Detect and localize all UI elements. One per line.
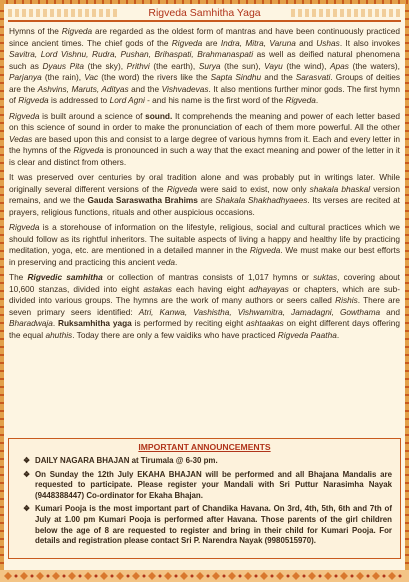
decorative-border-top <box>0 0 409 4</box>
paragraph-1: Hymns of the Rigveda are regarded as the oldest form of mantras and have been continuously practiced since ancient times. The chief gods of the Rigveda are Indra, Mitra, Varuna and Ushas. It also invokes Savitra, Lord Vishnu, Rudra, Pushan, Brihaspati, Brahmanaspati as well as deified natural phenomena such as Dyaus Pita (the sky), Prithvi (the earth), Surya (the sun), Vayu (the wind), Apas (the waters), Parjanya (the rain), Vac (the word) the rivers like the Sapta Sindhu and the Sarasvati. Groups of deities are the Ashvins, Maruts, Adityas and the Vishvadevas. It also mentions further minor gods. The first hymn of Rigveda is addressed to Lord Agni - and his name is the first word of the Rigveda. <box>9 26 400 105</box>
announcements-title: IMPORTANT ANNOUNCEMENTS <box>138 442 271 452</box>
announcement-text: Kumari Pooja is the most important part of Chandika Havana. On 3rd, 4th, 5th, 6th and 7th of July at 1.00 pm Kumari Pooja is performed after Havana. Those parents of the girl children below the age of 8 are requested to register and bring in their child for Kumari Pooja. For details and registration please contact Sri P. Narendra Nayak (9980515970). <box>35 504 392 546</box>
decorative-border-right <box>405 4 409 570</box>
announcement-item <box>23 504 392 546</box>
header-band <box>8 6 401 22</box>
announcement-item <box>23 470 392 502</box>
announcement-text: DAILY NAGARA BHAJAN at Tirumala @ 6-30 pm. <box>35 456 218 465</box>
header-ornament-left <box>8 9 118 17</box>
diamond-bullet-icon: ❖ <box>23 456 31 465</box>
header-ornament-right <box>291 9 401 17</box>
paragraph-3: It was preserved over centuries by oral tradition alone and was probably put in writings later. While originally several different versions of the Rigveda were said to exist, now only shakala bhaskal version remains, and we the Gauda Saraswatha Brahims are Shakala Shakhadhyaees. Its verses are recited at prayers, religious functions, rituals and other auspicious occasions. <box>9 172 400 217</box>
article-body <box>9 26 400 345</box>
announcement-text: On Sunday the 12th July EKAHA BHAJAN will be performed and all Bhajana Mandalis are requested to participate. Please register your Mandali with Sri Puttur Narasimha Nayak (9448388447) Co-ordinator for Ekaha Bhajan. <box>35 469 392 500</box>
announcements-box <box>8 438 401 559</box>
ornament-strip <box>0 570 409 582</box>
announcements-list <box>9 453 400 547</box>
announcement-item <box>23 456 392 467</box>
paragraph-2: Rigveda is built around a science of sound. It comprehends the meaning and power of each letter based on this science of sound in order to make the pronunciation of each of them more powerful. All the other Vedas are based upon this and consist to a large degree of various hymns from it. Each and every letter in the hymns of the Rigveda is pronounced in such a way that the exact meaning and power of the letter in it is clear and distinct from others. <box>9 110 400 167</box>
diamond-bullet-icon: ❖ <box>23 469 31 479</box>
decorative-border-left <box>0 4 4 570</box>
paragraph-5: The Rigvedic samhitha or collection of mantras consists of 1,017 hymns or suktas, covering about 10,600 stanzas, divided into eight astakas each having eight adhayayas or chapters, which are sub-divided into various groups. The hymns are the work of many authors or seers called Rishis. There are seven primary seers identified: Atri, Kanwa, Vashistha, Vishwamitra, Jamadagni, Gowthama and Bharadwaja. Ruksamhitha yaga is performed by reciting eight ashtaakas on eight different days offering the equal ahuthis. Today there are only a few vaidiks who have practiced Rigveda Paatha. <box>9 272 401 340</box>
page-title: Rigveda Samhitha Yaga <box>148 7 261 19</box>
diamond-bullet-icon: ❖ <box>23 504 31 514</box>
paragraph-4: Rigveda is a storehouse of information on the lifestyle, religious, social and cultural practices which we should follow as its rightful inheritors. The suitable aspects of living a happy and healthy life by practicing meditation, yoga, etc. are mentioned in a detailed manner in the Rigveda. We must make our best efforts in preserving and practicing this ancient veda. <box>9 222 401 267</box>
decorative-border-bottom <box>0 570 409 582</box>
